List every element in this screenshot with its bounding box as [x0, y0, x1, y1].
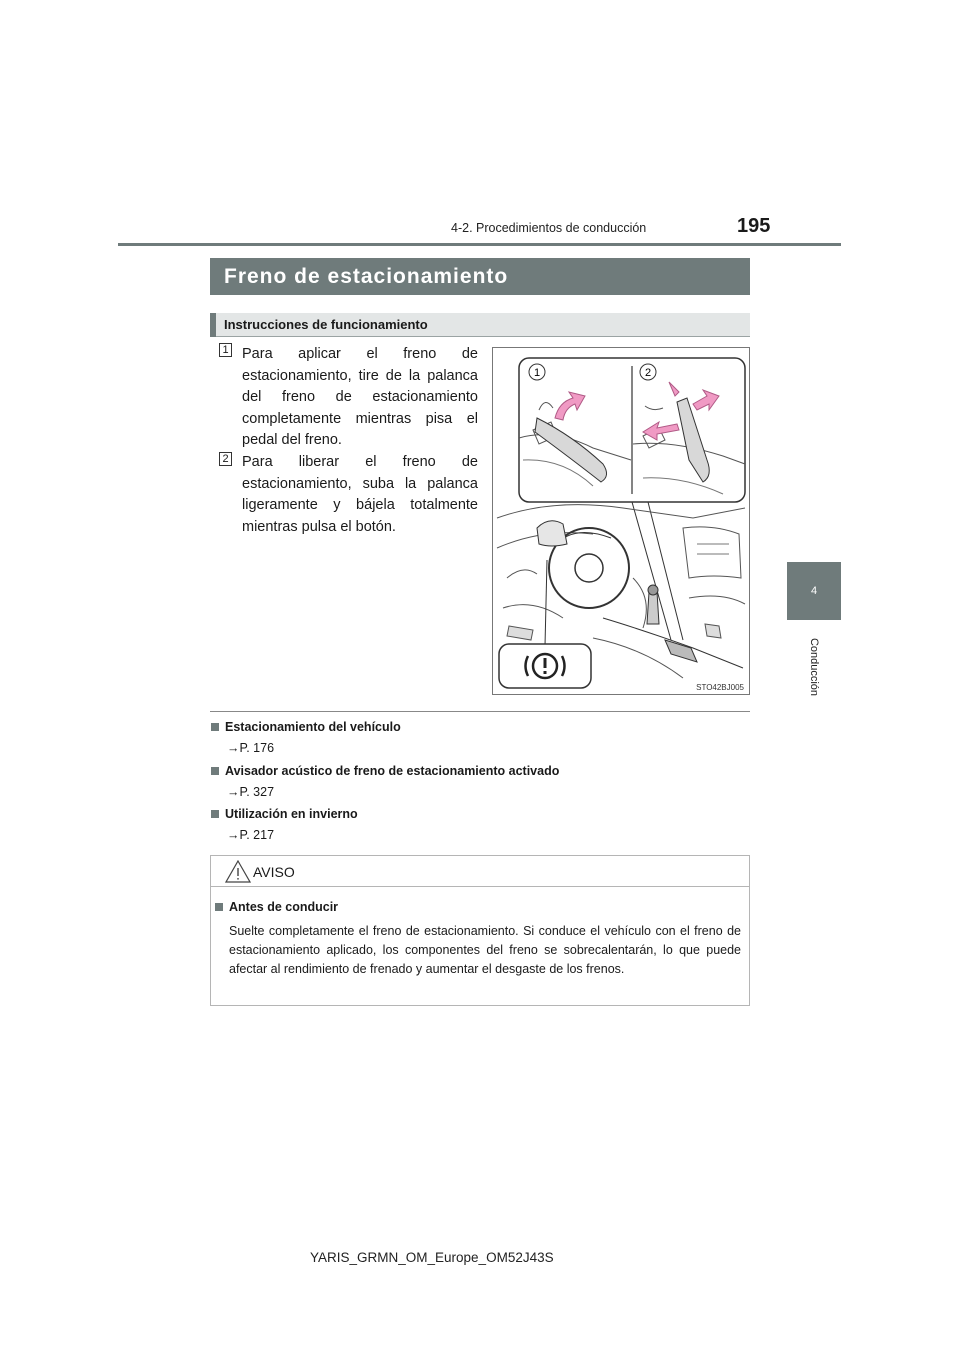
note-heading-3-text: Utilización en invierno: [225, 807, 358, 821]
section-path: 4-2. Procedimientos de conducción: [451, 221, 647, 235]
note-reference-3[interactable]: →P. 217: [227, 828, 275, 842]
subsection-heading-text: Instrucciones de funcionamiento: [224, 317, 428, 332]
figure-code: STO42BJ005: [696, 683, 744, 692]
note-heading-1-text: Estacionamiento del vehículo: [225, 720, 401, 734]
warning-header: [211, 856, 749, 887]
page-number: 195: [737, 215, 771, 237]
step-text-2: Para liberar el freno de estacionamiento, suba la palanca ligeramente y bájela totalmente mientras pulsa el botón.: [242, 454, 478, 535]
illustration-drawing: [493, 348, 749, 694]
figure-callout-1: 1: [533, 367, 541, 379]
step-number-2: 2: [219, 452, 232, 466]
header-divider: [118, 243, 841, 246]
note-heading-2: [211, 764, 559, 778]
note-heading-3: [211, 807, 358, 821]
warning-subheading: [215, 900, 338, 914]
note-reference-1[interactable]: →P. 176: [227, 741, 275, 755]
chapter-tab: [787, 562, 841, 620]
bullet-square-icon: [211, 810, 219, 818]
document-footer: YARIS_GRMN_OM_Europe_OM52J43S: [310, 1250, 554, 1265]
bullet-square-icon: [211, 767, 219, 775]
notes-divider: [210, 711, 750, 712]
warning-box: [210, 855, 750, 1006]
step-text-1: Para aplicar el freno de estacionamiento, tire de la palanca del freno de estacionamiento completamente mientras pisa el pedal del freno.: [242, 346, 478, 448]
bullet-square-icon: [211, 723, 219, 731]
subsection-heading: [210, 313, 750, 337]
warning-body: Suelte completamente el freno de estacionamiento. Si conduce el vehículo con el freno de estacionamiento aplicado, los componentes del freno se sobrecalentarán, lo que puede afectar al rendimiento de frenado y aumentar el desgaste de los frenos.: [229, 924, 741, 976]
note-heading-1: [211, 720, 401, 734]
warning-subheading-text: Antes de conducir: [229, 900, 339, 914]
parking-brake-illustration: [492, 347, 750, 695]
warning-label: AVISO: [253, 864, 295, 880]
chapter-label-text: Conducción: [808, 637, 820, 697]
chapter-label: [785, 632, 843, 702]
figure-callout-2: 2: [644, 367, 652, 379]
warning-triangle-icon: [225, 860, 251, 883]
chapter-number: 4: [810, 585, 818, 597]
page-title: Freno de estacionamiento: [210, 258, 750, 295]
note-reference-2[interactable]: →P. 327: [227, 785, 275, 799]
note-heading-2-text: Avisador acústico de freno de estacionamiento activado: [225, 764, 560, 778]
bullet-square-icon: [215, 903, 223, 911]
step-number-1: 1: [219, 343, 232, 357]
